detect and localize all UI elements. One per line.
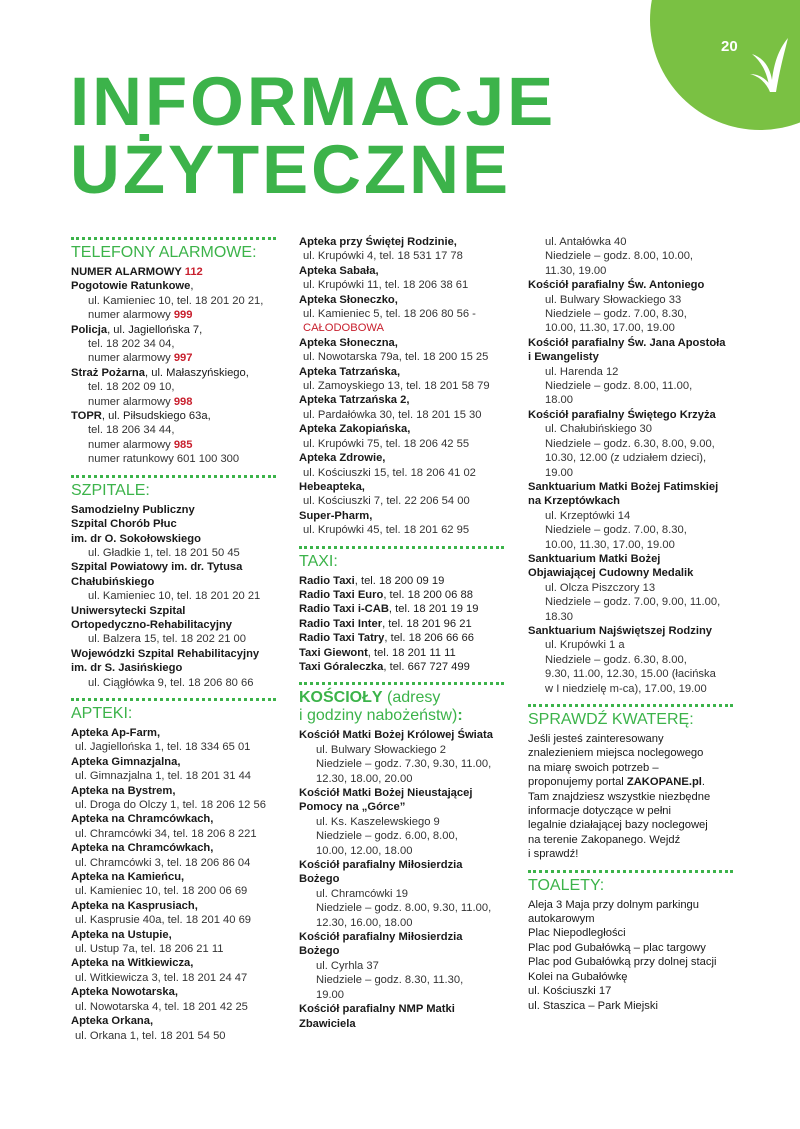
church-name: Kościół parafialny Św. Jana Apostoła (528, 336, 726, 349)
pharmacy-name: Apteka na Witkiewicza, (71, 957, 194, 970)
church-name: Kościół parafialny Miłosierdzia (299, 859, 463, 872)
section-heading-koscioly: KOŚCIOŁY (adresy i godziny nabożeństw): (299, 689, 463, 725)
pharmacy-name: Apteka przy Świętej Rodzinie, (299, 236, 457, 248)
kwatera-line: na terenie Zakopanego. Wejdź (528, 833, 681, 846)
pharmacy-name: Apteka Nowotarska, (71, 986, 178, 999)
hospital-name: Samodzielny Publiczny (71, 503, 195, 516)
church-detail: ul. Chramcówki 19 (316, 887, 409, 900)
taxi-tel: , tel. 18 201 96 21 (382, 617, 472, 630)
church-detail: Niedziele – godz. 8.00, 9.30, 11.00, (316, 902, 492, 915)
church-detail: 10.00, 12.00, 18.00 (316, 844, 413, 857)
pogotowie-alarm: numer alarmowy 999 (88, 309, 193, 322)
pharmacy-address: ul. Krupówki 45, tel. 18 201 62 95 (303, 524, 470, 537)
pharmacy-name: Apteka Ap-Farm, (71, 726, 161, 739)
hospital-name: Szpital Chorób Płuc (71, 518, 177, 531)
taxi-tel: , tel. 18 201 19 19 (388, 603, 479, 616)
kwatera-line: znalezieniem miejsca noclegowego (528, 747, 704, 760)
kwatera-text (528, 732, 733, 862)
church-detail: 10.30, 12.00 (z udziałem dzieci), (545, 452, 707, 465)
apteki-list-2 (299, 235, 504, 538)
church-name: Kościół Matki Bożej Nieustającej (299, 787, 473, 799)
pharmacy-name: Apteka na Ustupie, (71, 928, 172, 941)
pharmacy-name: Apteka Sabała, (299, 264, 379, 277)
church-detail: Niedziele – godz. 7.00, 8.30, (545, 524, 687, 537)
pharmacy-address: ul. Gimnazjalna 1, tel. 18 201 31 44 (75, 770, 252, 783)
church-name: Zbawiciela (299, 1017, 356, 1030)
title-line-1: INFORMACJE (70, 63, 557, 140)
straz: Straż Pożarna, ul. Małaszyńskiego, (71, 366, 249, 379)
pharmacy-address: ul. Kasprusie 40a, tel. 18 201 40 69 (75, 914, 252, 927)
section-heading-taxi: TAXI: (299, 552, 338, 570)
pharmacy-address: ul. Witkiewicza 3, tel. 18 201 24 47 (75, 971, 248, 984)
topr-rat: numer ratunkowy 601 100 300 (88, 453, 240, 466)
apteki-list-1 (71, 726, 276, 1043)
church-detail: Niedziele – godz. 8.00, 11.00, (545, 380, 693, 393)
section-heading-kwatera: SPRAWDŹ KWATERĘ: (528, 711, 694, 728)
section-heading-szpitale: SZPITALE: (71, 481, 150, 499)
pharmacy-address: ul. Droga do Olczy 1, tel. 18 206 12 56 (75, 799, 266, 811)
church-detail: Niedziele – godz. 7.00, 9.00, 11.00, (545, 596, 721, 609)
pharmacy-note: CAŁODOBOWA (303, 322, 385, 335)
pharmacy-name: Apteka Tatrzańska, (299, 365, 401, 378)
pharmacy-address: ul. Chramcówki 3, tel. 18 206 86 04 (75, 856, 251, 869)
taxi-name: Taxi Giewont (299, 646, 368, 659)
taxi-name: Radio Taxi Euro (299, 588, 384, 601)
hospital-name: Wojewódzki Szpital Rehabilitacyjny (71, 647, 260, 660)
taxi-name: Radio Taxi (299, 574, 355, 587)
church-detail: ul. Ks. Kaszelewskiego 9 (316, 815, 440, 828)
taxi-item (299, 660, 504, 674)
taxi-item (299, 588, 504, 602)
hospital-name: Szpital Powiatowy im. dr. Tytusa (71, 561, 243, 574)
pharmacy-address: ul. Ustup 7a, tel. 18 206 21 11 (75, 943, 224, 956)
church-detail: Niedziele – godz. 6.30, 8.00, 9.00, (545, 437, 715, 450)
pharmacy-name: Apteka na Kamieńcu, (71, 871, 185, 884)
church-detail: 10.00, 11.30, 17.00, 19.00 (545, 322, 675, 335)
pharmacy-address: ul. Zamoyskiego 13, tel. 18 201 58 79 (303, 380, 490, 393)
pharmacy-address: ul. Kamieniec 10, tel. 18 200 06 69 (75, 885, 248, 898)
policja-tel: tel. 18 202 34 04, (88, 338, 175, 351)
kwatera-line: i sprawdź! (528, 848, 579, 861)
kwatera-line: legalnie działającej bazy noclegowej (528, 819, 708, 832)
church-detail: ul. Krzeptówki 14 (545, 509, 631, 522)
church-detail: ul. Harenda 12 (545, 365, 619, 378)
pharmacy-name: Apteka Słoneczko, (299, 293, 398, 306)
pharmacy-address: ul. Pardałówka 30, tel. 18 201 15 30 (303, 408, 482, 421)
church-detail: ul. Bulwary Słowackiego 2 (316, 743, 446, 756)
taxi-tel: , tel. 18 201 11 11 (367, 646, 456, 659)
church-detail: Niedziele – godz. 6.00, 8.00, (316, 830, 458, 843)
taxi-item (299, 574, 504, 588)
church-detail: w I niedzielę m-ca), 17.00, 19.00 (545, 682, 707, 695)
kwatera-line: informacje dotyczące w pełni (528, 805, 672, 818)
church-name: Sanktuarium Matki Bożej Fatimskiej (528, 480, 719, 493)
church-detail: 9.30, 11.00, 12.30, 15.00 (łacińska (545, 668, 716, 681)
section-heading-toalety: TOALETY: (528, 876, 605, 894)
pharmacy-name: Apteka na Bystrem, (71, 784, 176, 797)
church-detail: ul. Chałubińskiego 30 (545, 423, 652, 436)
policja-alarm: numer alarmowy 997 (88, 352, 193, 365)
koscioly-list-2 (528, 235, 733, 696)
pharmacy-address: ul. Jagiellońska 1, tel. 18 334 65 01 (75, 741, 251, 754)
taxi-list (299, 574, 504, 675)
toilet-location: Plac Niepodległości (528, 927, 626, 940)
pharmacy-name: Apteka Zdrowie, (299, 452, 386, 465)
church-name: Sanktuarium Matki Bożej (528, 552, 661, 565)
pharmacy-name: Apteka Orkana, (71, 1015, 154, 1028)
toilet-location: ul. Staszica – Park Miejski (528, 999, 658, 1012)
title-line-2: UŻYTECZNE (70, 131, 511, 208)
church-detail: 11.30, 19.00 (545, 264, 607, 277)
church-detail: 19.00 (545, 466, 573, 479)
portal-text: proponujemy portal (528, 776, 627, 789)
church-name: na Krzeptówkach (528, 495, 621, 508)
church-name: Pomocy na „Górce” (299, 801, 406, 814)
pharmacy-address: ul. Kościuszki 15, tel. 18 206 41 02 (303, 466, 476, 479)
portal-name: ZAKOPANE.pl (626, 776, 702, 789)
taxi-tel: , tel. 667 727 499 (383, 660, 470, 673)
topr-alarm: numer alarmowy 985 (88, 438, 193, 451)
topr-tel: tel. 18 206 34 44, (88, 424, 175, 437)
hospital-address: ul. Ciągłówka 9, tel. 18 206 80 66 (88, 676, 254, 689)
hospital-name: Uniwersytecki Szpital (71, 604, 186, 617)
church-detail: ul. Olcza Piszczory 13 (545, 581, 656, 594)
divider (528, 870, 733, 873)
church-detail: 19.00 (316, 988, 344, 1001)
straz-tel: tel. 18 202 09 10, (88, 381, 175, 394)
hospital-name: im. dr O. Sokołowskiego (71, 532, 201, 545)
church-detail: 12.30, 16.00, 18.00 (316, 916, 413, 929)
pharmacy-name: Apteka Tatrzańska 2, (299, 394, 410, 407)
divider (71, 237, 276, 240)
church-detail: ul. Cyrhla 37 (316, 959, 379, 972)
toilet-location: Plac pod Gubałówką – plac targowy (528, 941, 706, 954)
hospital-name: Chałubińskiego (71, 575, 155, 588)
toilet-location: ul. Kościuszki 17 (528, 985, 612, 998)
church-detail: 12.30, 18.00, 20.00 (316, 772, 413, 785)
pharmacy-name: Apteka Zakopiańska, (299, 423, 411, 436)
pharmacy-name: Apteka na Kasprusiach, (71, 899, 198, 912)
kwatera-portal (528, 775, 733, 789)
page-title (70, 63, 557, 208)
pharmacy-address: ul. Nowotarska 4, tel. 18 201 42 25 (75, 1000, 248, 1013)
pharmacy-name: Apteka Słoneczna, (299, 336, 398, 349)
church-name: Bożego (299, 873, 340, 886)
taxi-name: Radio Taxi i-CAB (299, 603, 389, 616)
church-detail: ul. Antałówka 40 (545, 236, 627, 248)
church-name: Kościół parafialny Miłosierdzia (299, 931, 463, 944)
pharmacy-address: ul. Chramcówki 34, tel. 18 206 8 221 (75, 827, 257, 840)
column-2 (299, 235, 504, 1031)
taxi-name: Radio Taxi Tatry (299, 632, 385, 645)
church-name: i Ewangelisty (528, 351, 599, 364)
koscioly-list-1 (299, 728, 504, 1031)
section-heading-apteki: APTEKI: (71, 704, 133, 722)
kwatera-line: Tam znajdziesz wszystkie niezbędne (528, 790, 711, 803)
kwatera-line: na miarę swoich potrzeb – (528, 761, 659, 774)
taxi-tel: , tel. 18 200 06 88 (383, 588, 473, 601)
church-detail: Niedziele – godz. 7.30, 9.30, 11.00, (316, 758, 492, 771)
church-name: Kościół parafialny Św. Antoniego (528, 279, 705, 292)
divider (71, 698, 276, 701)
toilet-location: Kolei na Gubałówkę (528, 970, 628, 983)
divider (299, 546, 504, 549)
pharmacy-name: Hebeapteka, (299, 480, 365, 493)
church-name: Kościół Matki Bożej Królowej Świata (299, 729, 493, 742)
church-name: Sanktuarium Najświętszej Rodziny (528, 624, 713, 637)
church-name: Objawiającej Cudowny Medalik (528, 567, 694, 580)
kwatera-line: Jeśli jesteś zainteresowany (528, 733, 664, 745)
section-heading-telefony: TELEFONY ALARMOWE: (71, 244, 257, 261)
hospital-name: im. dr S. Jasińskiego (71, 662, 183, 675)
pharmacy-address: ul. Orkana 1, tel. 18 201 54 50 (75, 1029, 226, 1042)
pharmacy-address: ul. Krupówki 4, tel. 18 531 17 78 (303, 250, 463, 263)
page-number: 20 (721, 38, 738, 55)
hospital-name: Ortopedyczno-Rehabilitacyjny (71, 618, 233, 631)
toilet-location: Plac pod Gubałówką przy dolnej stacji (528, 956, 717, 969)
pharmacy-name: Apteka na Chramcówkach, (71, 842, 214, 855)
church-detail: 18.00 (545, 394, 573, 407)
taxi-tel: , tel. 18 206 66 66 (384, 632, 474, 645)
pharmacy-address: ul. Krupówki 11, tel. 18 206 38 61 (303, 279, 469, 292)
numer-alarmowy: NUMER ALARMOWY 112 (71, 266, 203, 278)
pharmacy-address: ul. Kamieniec 5, tel. 18 206 80 56 - (303, 308, 476, 321)
pharmacy-name: Apteka Gimnazjalna, (71, 755, 181, 768)
church-name: Kościół parafialny Świętego Krzyża (528, 408, 716, 421)
church-detail: ul. Bulwary Słowackiego 33 (545, 293, 682, 306)
taxi-tel: , tel. 18 200 09 19 (354, 574, 445, 587)
pogotowie-addr: ul. Kamieniec 10, tel. 18 201 20 21, (88, 294, 264, 307)
divider (528, 704, 733, 707)
hospital-address: ul. Kamieniec 10, tel. 18 201 20 21 (88, 590, 261, 603)
portal-end: . (701, 776, 705, 789)
leaf-icon (748, 34, 792, 94)
column-1 (71, 235, 276, 1043)
taxi-name: Radio Taxi Inter (299, 617, 383, 630)
taxi-item (299, 602, 504, 616)
toilet-location: autokarowym (528, 913, 595, 926)
church-name: Bożego (299, 945, 340, 958)
church-detail: Niedziele – godz. 8.30, 11.30, (316, 974, 464, 987)
church-detail: Niedziele – godz. 8.00, 10.00, (545, 250, 694, 263)
church-detail: Niedziele – godz. 7.00, 8.30, (545, 308, 687, 321)
pharmacy-address: ul. Kościuszki 7, tel. 22 206 54 00 (303, 495, 470, 508)
pharmacy-address: ul. Krupówki 75, tel. 18 206 42 55 (303, 437, 470, 450)
hospital-address: ul. Gładkie 1, tel. 18 201 50 45 (88, 546, 240, 559)
taxi-item (299, 631, 504, 645)
church-detail: Niedziele – godz. 6.30, 8.00, (545, 653, 687, 666)
topr: TOPR, ul. Piłsudskiego 63a, (71, 410, 211, 423)
szpitale-list (71, 503, 276, 690)
policja: Policja, ul. Jagiellońska 7, (71, 323, 203, 336)
pharmacy-name: Apteka na Chramcówkach, (71, 813, 214, 826)
church-detail: 10.00, 11.30, 17.00, 19.00 (545, 538, 675, 551)
divider (71, 475, 276, 478)
hospital-address: ul. Balzera 15, tel. 18 202 21 00 (88, 633, 246, 646)
taxi-item (299, 617, 504, 631)
taxi-name: Taxi Góraleczka (299, 660, 384, 673)
church-detail: ul. Krupówki 1 a (545, 639, 625, 652)
pharmacy-address: ul. Nowotarska 79a, tel. 18 200 15 25 (303, 351, 489, 364)
column-3 (528, 235, 733, 1013)
toilet-location: Aleja 3 Maja przy dolnym parkingu (528, 898, 700, 911)
toalety-list (528, 898, 733, 1013)
straz-alarm: numer alarmowy 998 (88, 395, 193, 408)
church-name: Kościół parafialny NMP Matki (299, 1003, 455, 1016)
church-detail: 18.30 (545, 610, 573, 623)
divider (299, 682, 504, 685)
pharmacy-name: Super-Pharm, (299, 509, 373, 522)
taxi-item (299, 646, 504, 660)
pogotowie: Pogotowie Ratunkowe, (71, 280, 194, 293)
